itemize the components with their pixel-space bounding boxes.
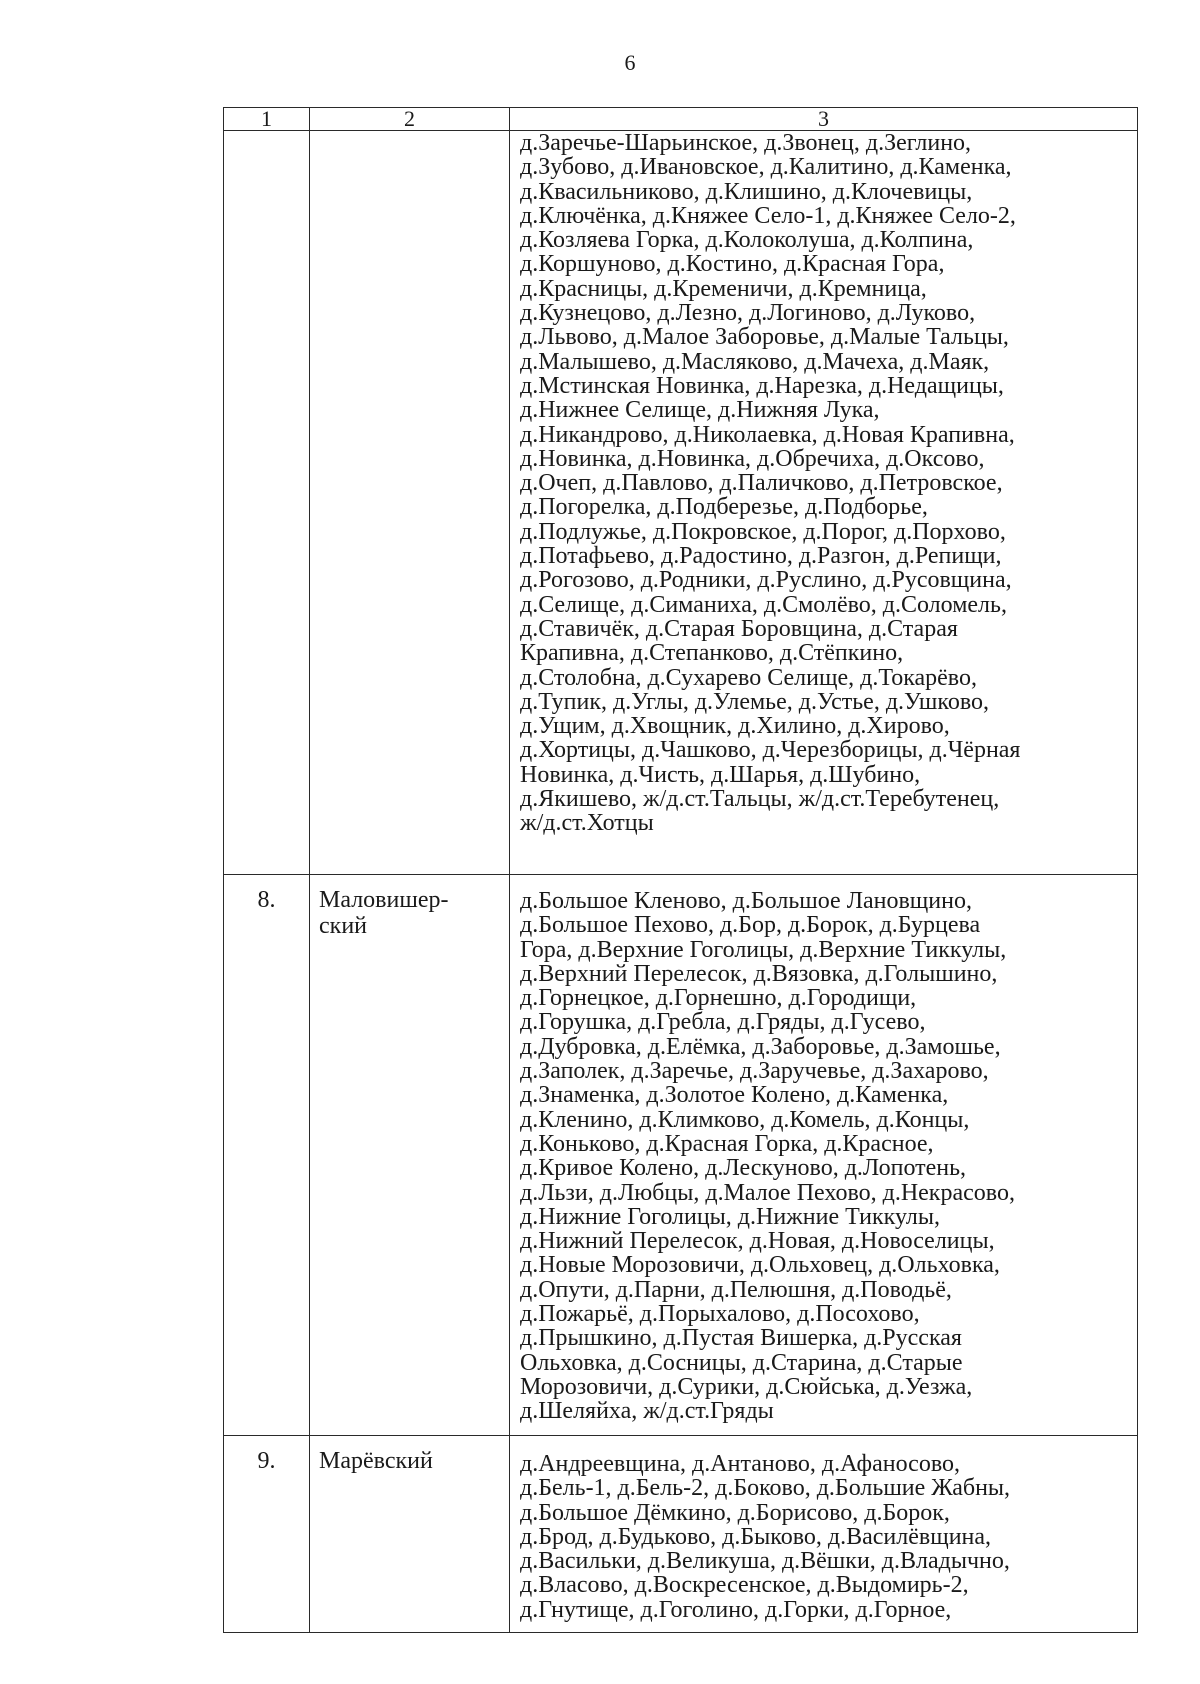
settlement-line: д.Дубровка, д.Елёмка, д.Заборовье, д.Замошье, xyxy=(520,1033,1001,1060)
table-row xyxy=(224,131,1138,875)
row-number xyxy=(224,131,310,875)
district-name-part-2: ский xyxy=(319,913,367,939)
settlement-line: д.Прышкино, д.Пустая Вишерка, д.Русская xyxy=(520,1325,962,1352)
settlement-list xyxy=(510,875,1138,1436)
district-name xyxy=(310,131,510,875)
settlement-line: д.Ключёнка, д.Княжее Село-1, д.Княжее Село-2, xyxy=(520,202,1016,229)
settlement-line: д.Мстинская Новинка, д.Нарезка, д.Недащицы, xyxy=(520,372,1004,399)
settlement-line: д.Квасильниково, д.Клишино, д.Клочевицы, xyxy=(520,178,973,205)
settlement-line: д.Льзи, д.Любцы, д.Малое Пехово, д.Некрасово, xyxy=(520,1179,1015,1206)
district-name-part-1: Маловишер- xyxy=(319,887,449,913)
settlement-line: Новинка, д.Чисть, д.Шарья, д.Шубино, xyxy=(520,761,921,788)
settlement-line: д.Шеляйха, ж/д.ст.Гряды xyxy=(520,1398,774,1425)
settlement-line: Крапивна, д.Степанково, д.Стёпкино, xyxy=(520,640,904,667)
settlement-line: д.Нижнее Селище, д.Нижняя Лука, xyxy=(520,397,880,424)
header-col-3: 3 xyxy=(510,108,1138,131)
settlement-line: д.Опути, д.Парни, д.Пелюшня, д.Поводьё, xyxy=(520,1276,952,1303)
settlement-line: д.Большое Пехово, д.Бор, д.Борок, д.Бурцева xyxy=(520,912,981,939)
settlement-line: д.Ставичёк, д.Старая Боровщина, д.Старая xyxy=(520,615,958,642)
settlement-line: д.Большое Кленово, д.Большое Лановщино, xyxy=(520,888,972,914)
settlement-line: д.Подлужье, д.Покровское, д.Порог, д.Порхово, xyxy=(520,518,1006,545)
district-name xyxy=(310,875,510,1436)
settlement-line: д.Кузнецово, д.Лезно, д.Логиново, д.Луково, xyxy=(520,300,976,327)
settlement-line: д.Зубово, д.Ивановское, д.Калитино, д.Каменка, xyxy=(520,154,1012,181)
settlement-line: д.Тупик, д.Углы, д.Улемье, д.Устье, д.Ушково, xyxy=(520,688,989,715)
settlements-table xyxy=(223,107,1138,1633)
settlement-line: д.Пожарьё, д.Порыхалово, д.Посохово, xyxy=(520,1301,920,1328)
settlement-line: д.Андреевщина, д.Антаново, д.Афаносово, xyxy=(520,1451,960,1477)
settlement-line: д.Большое Дёмкино, д.Борисово, д.Борок, xyxy=(520,1499,950,1526)
settlement-line: д.Хортицы, д.Чашково, д.Черезборицы, д.Чёрная xyxy=(520,737,1021,764)
settlement-line: д.Новинка, д.Новинка, д.Обречиха, д.Оксово, xyxy=(520,445,985,472)
settlement-line: Гора, д.Верхние Гоголицы, д.Верхние Тиккулы, xyxy=(520,936,1007,963)
settlement-line: д.Кленино, д.Климково, д.Комель, д.Концы, xyxy=(520,1106,970,1133)
table-row xyxy=(224,875,1138,1436)
settlement-line: д.Очеп, д.Павлово, д.Паличково, д.Петровское, xyxy=(520,470,1003,497)
settlement-line: д.Рогозово, д.Родники, д.Руслино, д.Русовщина, xyxy=(520,567,1012,594)
settlement-line: д.Нижние Гоголицы, д.Нижние Тиккулы, xyxy=(520,1203,941,1230)
settlement-line: д.Нижний Перелесок, д.Новая, д.Новоселицы, xyxy=(520,1228,995,1255)
settlement-line: д.Коньково, д.Красная Горка, д.Красное, xyxy=(520,1130,934,1157)
settlement-line: д.Новые Морозовичи, д.Ольховец, д.Ольховка, xyxy=(520,1252,1000,1279)
settlement-line: д.Брод, д.Будьково, д.Быково, д.Василёвщина, xyxy=(520,1523,992,1550)
settlement-list xyxy=(510,1436,1138,1633)
settlement-line: ж/д.ст.Хотцы xyxy=(520,810,654,837)
page-number: 6 xyxy=(624,50,636,75)
settlement-line: д.Верхний Перелесок, д.Вязовка, д.Голышино, xyxy=(520,960,998,987)
settlement-line: Ольховка, д.Сосницы, д.Старина, д.Старые xyxy=(520,1349,963,1376)
settlement-line: д.Малышево, д.Масляково, д.Мачеха, д.Маяк, xyxy=(520,348,990,375)
settlement-line: д.Заречье-Шарьинское, д.Звонец, д.Зеглино, xyxy=(520,130,972,156)
settlement-line: д.Якишево, ж/д.ст.Тальцы, ж/д.ст.Теребутенец, xyxy=(520,786,1000,813)
settlement-line: д.Львово, д.Малое Заборовье, д.Малые Тальцы, xyxy=(520,324,1009,351)
settlement-line: д.Знаменка, д.Золотое Колено, д.Каменка, xyxy=(520,1082,949,1109)
header-col-2: 2 xyxy=(310,108,510,131)
settlement-line: д.Ущим, д.Хвощник, д.Хилино, д.Хирово, xyxy=(520,713,950,740)
settlement-line: д.Потафьево, д.Радостино, д.Разгон, д.Репищи, xyxy=(520,543,1002,570)
row-number: 9. xyxy=(224,1436,310,1633)
settlement-line: д.Горнецкое, д.Горнешно, д.Городищи, xyxy=(520,985,917,1012)
settlement-line: д.Власово, д.Воскресенское, д.Выдомирь-2, xyxy=(520,1572,969,1599)
settlement-line: д.Козляева Горка, д.Колоколуша, д.Колпина, xyxy=(520,227,974,254)
settlement-line: д.Бель-1, д.Бель-2, д.Боково, д.Большие Жабны, xyxy=(520,1475,1011,1502)
settlement-line: д.Васильки, д.Великуша, д.Вёшки, д.Владычно, xyxy=(520,1548,1010,1575)
settlement-line: д.Заполек, д.Заречье, д.Заручевье, д.Захарово, xyxy=(520,1058,989,1085)
settlement-line: д.Горушка, д.Гребла, д.Гряды, д.Гусево, xyxy=(520,1009,926,1036)
settlement-line: д.Столобна, д.Сухарево Селище, д.Токарёво, xyxy=(520,664,977,691)
district-name: Марёвский xyxy=(310,1436,510,1633)
row-number: 8. xyxy=(224,875,310,1436)
settlement-line: д.Гнутище, д.Гоголино, д.Горки, д.Горное, xyxy=(520,1596,952,1623)
settlement-line: д.Селище, д.Симаниха, д.Смолёво, д.Соломель, xyxy=(520,591,1007,618)
header-col-1: 1 xyxy=(224,108,310,131)
table-row xyxy=(224,1436,1138,1633)
settlement-line: д.Кривое Колено, д.Лескуново, д.Лопотень, xyxy=(520,1155,967,1182)
settlement-line: д.Никандрово, д.Николаевка, д.Новая Крапивна, xyxy=(520,421,1015,448)
settlement-line: Морозовичи, д.Сурики, д.Сюйська, д.Уезжа, xyxy=(520,1373,973,1400)
settlement-line: д.Коршуново, д.Костино, д.Красная Гора, xyxy=(520,251,945,278)
table-header-row xyxy=(224,108,1138,131)
settlement-line: д.Погорелка, д.Подберезье, д.Подборье, xyxy=(520,494,928,521)
settlement-line: д.Красницы, д.Кременичи, д.Кремница, xyxy=(520,275,927,302)
settlement-list xyxy=(510,131,1138,875)
